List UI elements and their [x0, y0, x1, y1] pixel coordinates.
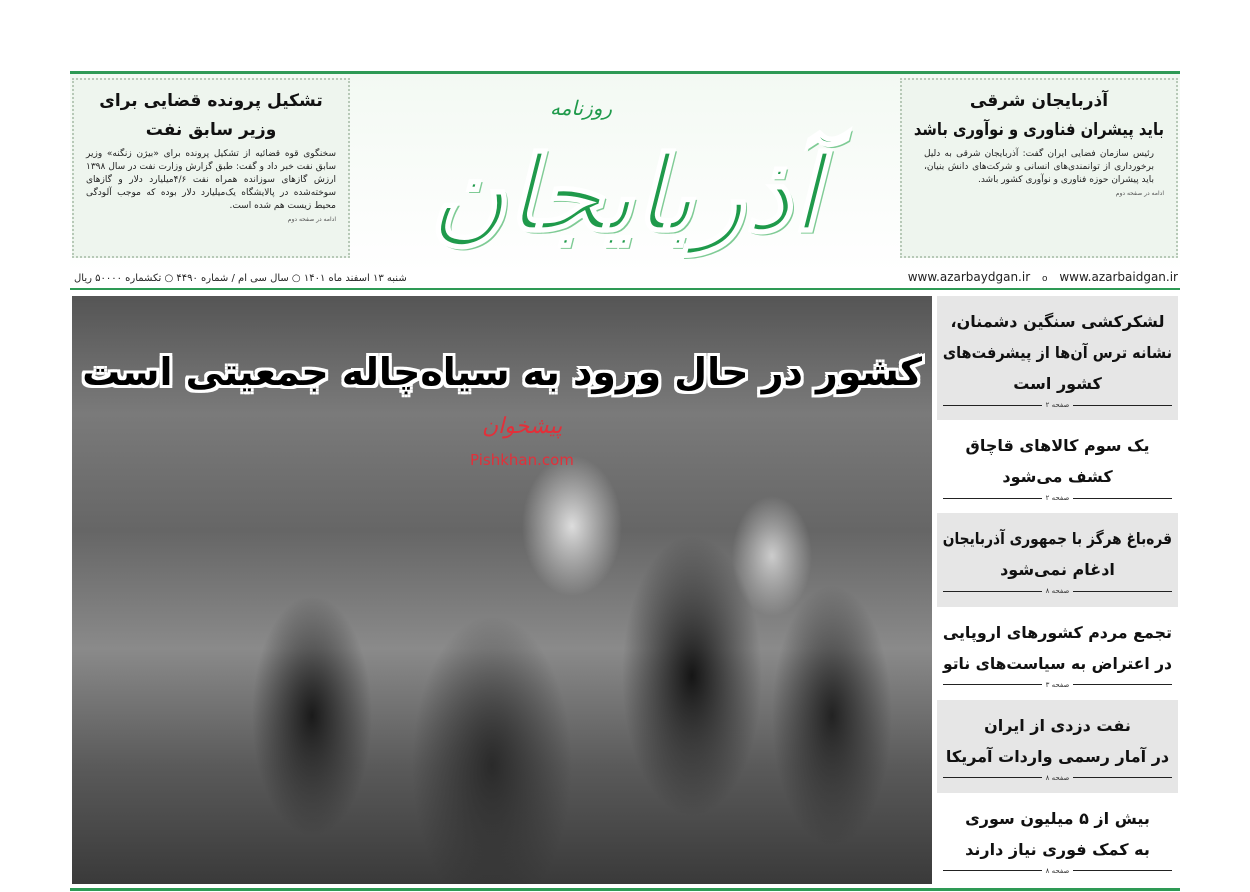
page-ref[interactable]: [943, 866, 1172, 876]
page-ref[interactable]: [943, 400, 1172, 410]
websites: [908, 270, 1178, 287]
page-ref-label: صفحه ۸: [1045, 773, 1070, 782]
main-photo: [72, 296, 932, 884]
watermark-en: Pishkhan.com: [470, 451, 574, 469]
sidebar-item-line: نفت دزدی از ایران: [984, 715, 1131, 735]
right-teaser-body: رئیس سازمان فضایی ایران گفت: آذربایجان شرقی به دلیل برخورداری از توانمندی‌های انسانی و شرکت‌های دانش بنیان، باید پیشران حوزه فناوری و نوآوری کشور باشد.: [924, 149, 1154, 185]
sidebar-item-line: کشف می‌شود: [1002, 467, 1113, 487]
issue-info: شنبه ۱۳ اسفند ماه ۱۴۰۱ ○ سال سی ام / شماره ۴۴۹۰ ○ تکشماره ۵۰۰۰۰ ریال: [74, 273, 407, 284]
sidebar-item-line: نشانه ترس آن‌ها از پیشرفت‌های: [942, 343, 1172, 363]
right-teaser-title-1: آذربایجان شرقی: [969, 91, 1109, 111]
sidebar-item[interactable]: [937, 793, 1178, 886]
website-link-1[interactable]: www.azarbaydgan.ir: [907, 270, 1031, 284]
sidebar-item[interactable]: [937, 607, 1178, 700]
page-ref-label: صفحه ۲: [1045, 494, 1070, 503]
left-teaser-title-2: وزیر سابق نفت: [145, 120, 277, 140]
page-ref[interactable]: [943, 680, 1172, 690]
left-teaser-box: [72, 78, 350, 258]
sidebar-item[interactable]: [937, 296, 1178, 420]
sidebar-item[interactable]: [937, 420, 1178, 513]
sidebar-item-line: در آمار رسمی واردات آمریکا: [945, 746, 1170, 766]
masthead-logo: [400, 70, 830, 270]
website-separator: o: [1041, 274, 1048, 284]
left-teaser-title-1: تشکیل پرونده قضایی برای: [99, 91, 323, 111]
logo-title: آذربایجان: [429, 132, 820, 255]
website-link-2[interactable]: www.azarbaidgan.ir: [1059, 270, 1178, 284]
right-teaser-box: [900, 78, 1178, 258]
page-ref[interactable]: [943, 773, 1172, 783]
sidebar-item[interactable]: [937, 513, 1178, 606]
sidebar-item-line: به کمک فوری نیاز دارند: [965, 839, 1150, 859]
left-teaser-more[interactable]: ادامه در صفحه دوم: [287, 216, 336, 223]
sidebar-headlines: [937, 296, 1178, 886]
bottom-rule: [70, 888, 1180, 891]
right-teaser-more[interactable]: ادامه در صفحه دوم: [1115, 190, 1164, 197]
logo-subtitle: روزنامه: [550, 96, 613, 120]
page-ref[interactable]: [943, 493, 1172, 503]
left-teaser-body: سخنگوی قوه قضائیه از تشکیل پرونده برای «بیژن زنگنه» وزیر سابق نفت خبر داد و گفت: طبق گزارش وزارت نفت در سال ۱۳۹۸ ارزش گازهای سوزانده همراه نفت ۴/۶میلیارد دلار و گازهای سوخته‌شده در پالایشگاه یک‌میلیارد دلار بوده که موجب آلودگی محیط زیست هم شده است.: [86, 149, 336, 211]
header-rule: [70, 288, 1180, 290]
sidebar-item-line: ادغام نمی‌شود: [1000, 560, 1115, 580]
sidebar-item[interactable]: [937, 700, 1178, 793]
sidebar-item-line: لشکرکشی سنگین دشمنان،: [950, 312, 1165, 332]
main-headline: کشور در حال ورود به سیاه‌چاله جمعیتی است: [82, 350, 923, 394]
sidebar-item-line: تجمع مردم کشورهای اروپایی: [942, 622, 1172, 642]
page-ref[interactable]: [943, 586, 1172, 596]
page-ref-label: صفحه ۳: [1045, 680, 1070, 689]
page-ref-label: صفحه ۸: [1045, 866, 1070, 875]
page-ref-label: صفحه ۲: [1045, 401, 1070, 410]
sidebar-item-line: کشور است: [1013, 374, 1102, 394]
right-teaser-title-2: باید پیشران فناوری و نوآوری باشد: [913, 120, 1164, 140]
sidebar-item-line: بیش از ۵ میلیون سوری: [965, 808, 1150, 828]
page-ref-label: صفحه ۸: [1045, 587, 1070, 596]
sidebar-item-line: یک سوم کالاهای قاچاق: [965, 436, 1150, 456]
sidebar-item-line: قره‌باغ هرگز با جمهوری آذربایجان: [942, 529, 1172, 549]
sidebar-item-line: در اعتراض به سیاست‌های ناتو: [942, 653, 1172, 673]
watermark-fa: پیشخوان: [482, 414, 563, 439]
